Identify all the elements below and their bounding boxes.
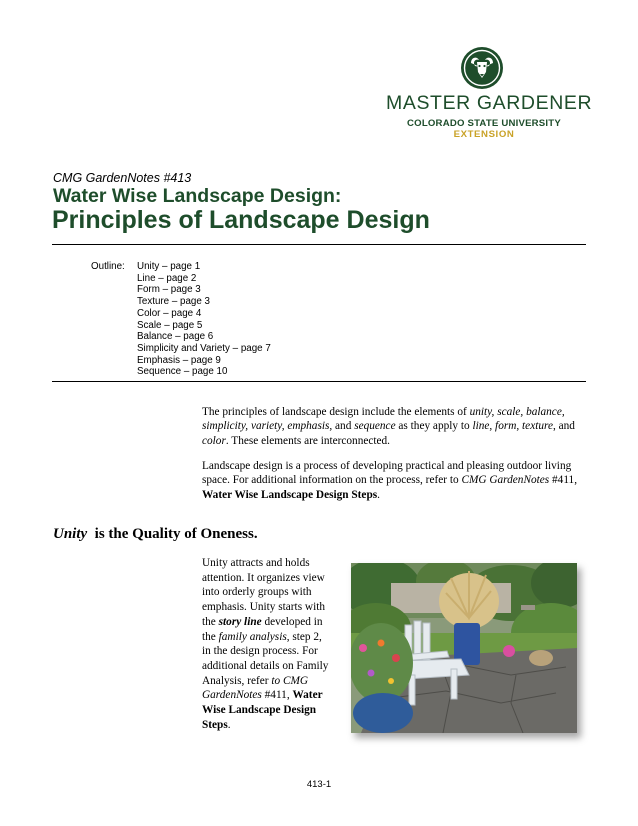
- section-heading-unity: [53, 526, 258, 543]
- heading-term: Unity: [53, 526, 88, 542]
- text-run: line, form, texture: [472, 420, 553, 433]
- outline-item: Balance – page 6: [137, 331, 214, 343]
- series-label: CMG GardenNotes #413: [53, 171, 192, 185]
- text-run: as they apply to: [395, 420, 473, 433]
- outline-item: Form – page 3: [137, 284, 201, 296]
- logo-extension: EXTENSION: [453, 129, 515, 140]
- text-run: . These elements are interconnected.: [225, 434, 391, 447]
- text-run: , and: [553, 420, 575, 433]
- outline-item: Sequence – page 10: [137, 366, 228, 378]
- text-run: Unity attracts and holds attention. It organizes view into orderly groups with emphasis. Unity starts with the: [202, 557, 326, 628]
- text-run: .: [227, 718, 231, 731]
- ram-head-icon: [460, 46, 504, 90]
- unity-paragraph: [202, 556, 332, 732]
- text-run: .: [377, 488, 380, 501]
- text-run: and: [332, 420, 355, 433]
- outline-label: Outline:: [91, 261, 125, 272]
- reference-title: Water Wise Landscape Design Steps: [202, 689, 323, 731]
- page-number: 413-1: [306, 779, 332, 790]
- logo: [460, 46, 504, 90]
- heading-rest: is the Quality of Oneness.: [87, 526, 258, 542]
- outline-item: Emphasis – page 9: [137, 354, 221, 366]
- text-run: #411,: [261, 689, 293, 702]
- outline-item: Line – page 2: [137, 272, 197, 284]
- divider-top: [52, 244, 586, 245]
- text-run: family analysis: [218, 630, 287, 643]
- text-run: #411,: [549, 474, 578, 487]
- intro-paragraph-1: [202, 405, 592, 448]
- text-run: story line: [218, 615, 262, 628]
- text-run: color: [202, 434, 226, 447]
- text-run: Landscape design is a process of developing practical and pleasing outdoor living space. For additional information on the process, refer to: [202, 460, 572, 487]
- garden-photo: [351, 563, 577, 733]
- text-run: , step 2, in the design process. For additional details on Family Analysis, refer: [202, 630, 329, 687]
- text-run: The principles of landscape design include the elements of: [202, 406, 470, 418]
- divider-bottom: [52, 381, 586, 382]
- outline-item: Texture – page 3: [137, 296, 210, 308]
- outline-item: Simplicity and Variety – page 7: [137, 342, 271, 354]
- text-run: CMG GardenNotes: [461, 474, 550, 487]
- logo-title: MASTER GARDENER: [386, 92, 593, 114]
- text-run: developed in the: [202, 615, 323, 643]
- text-run: sequence: [354, 420, 396, 433]
- outline-item: Scale – page 5: [137, 319, 203, 331]
- text-run: to CMG GardenNotes: [202, 674, 309, 702]
- document-title: Water Wise Landscape Design:: [53, 185, 342, 207]
- text-run: unity, scale, balance, simplicity, variety, emphasis,: [202, 406, 565, 433]
- document-subtitle: Principles of Landscape Design: [52, 206, 430, 234]
- logo-university: COLORADO STATE UNIVERSITY: [407, 118, 561, 129]
- outline-list: [137, 261, 271, 378]
- outline-item: Unity – page 1: [137, 261, 201, 272]
- outline-item: Color – page 4: [137, 307, 202, 319]
- reference-title: Water Wise Landscape Design Steps: [202, 488, 378, 501]
- intro-paragraph-2: [202, 459, 592, 502]
